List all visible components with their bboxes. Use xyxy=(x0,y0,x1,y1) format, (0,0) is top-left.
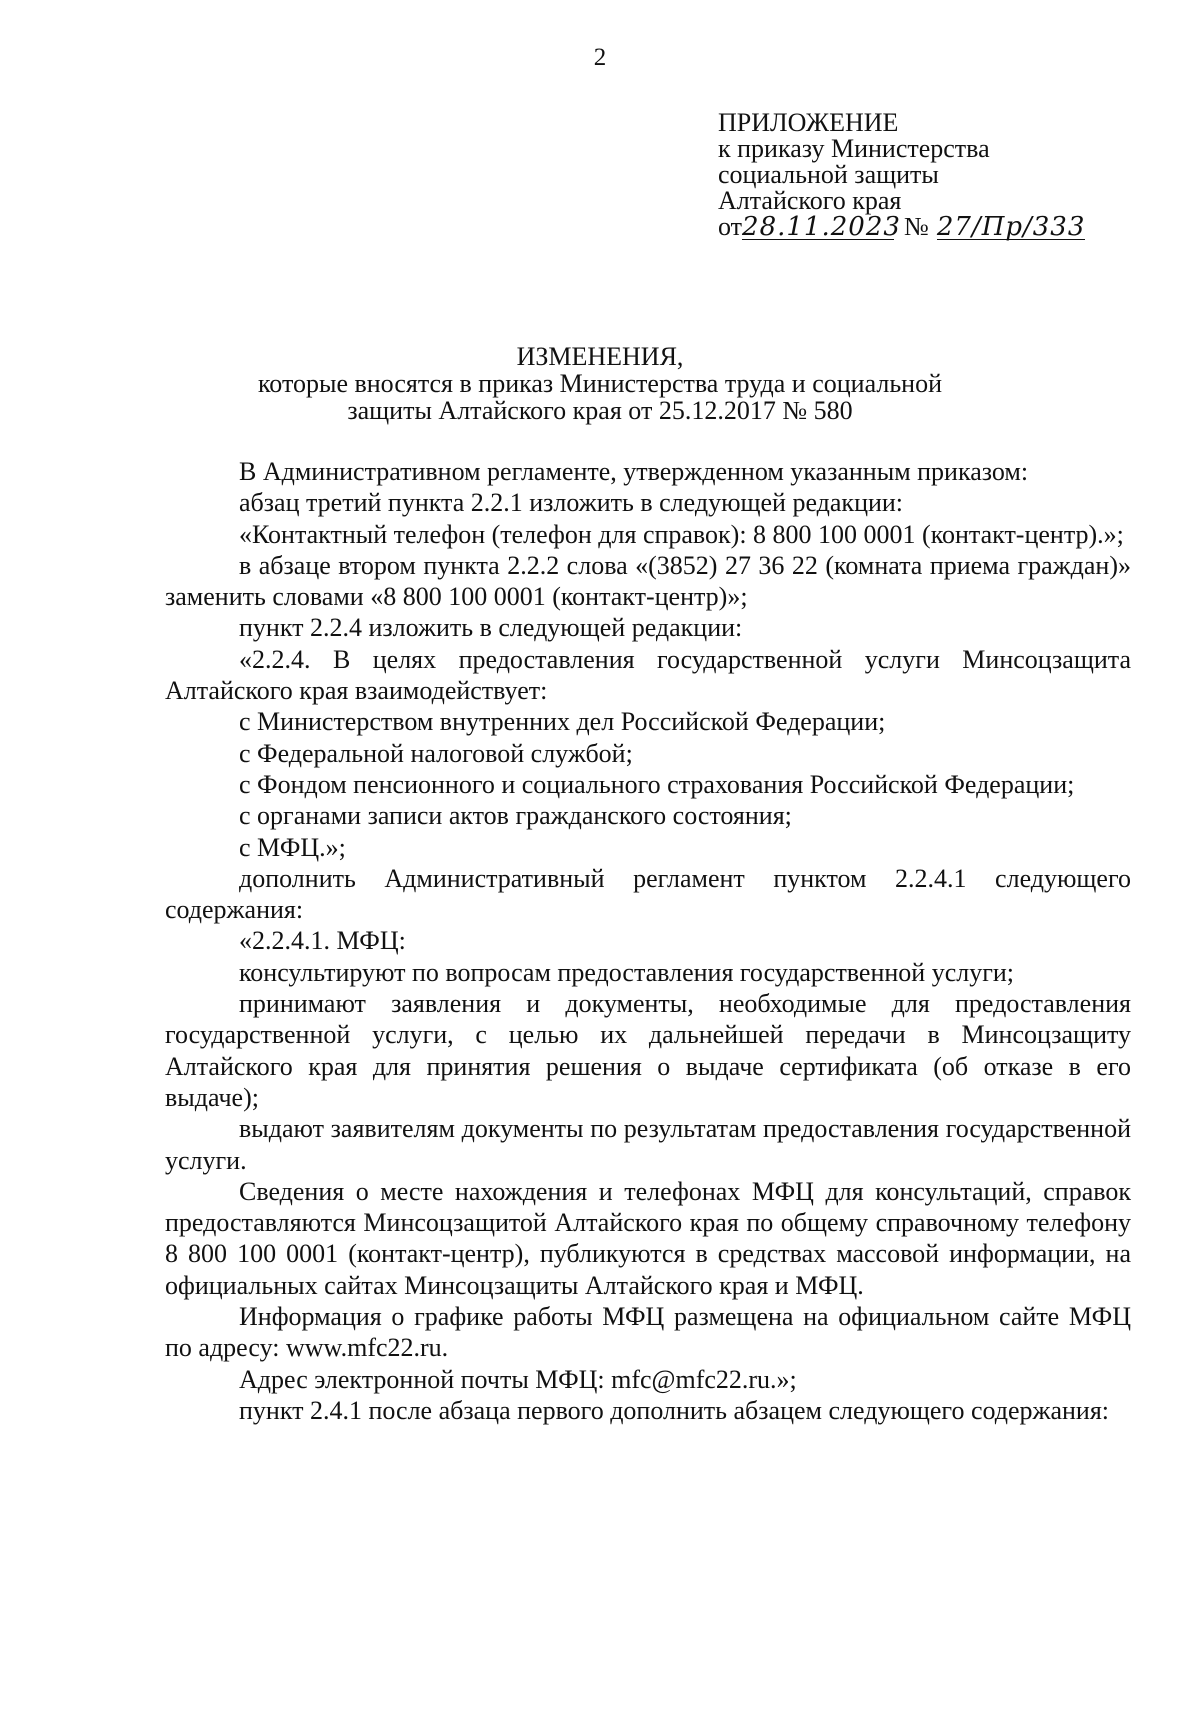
paragraph: абзац третий пункта 2.2.1 изложить в следующей редакции: xyxy=(239,488,904,518)
appendix-block xyxy=(718,110,1085,240)
paragraph: в абзаце втором пункта 2.2.2 слова «(3852) 27 36 22 (комната приема граждан)» заменить словами «8 800 100 0001 (контакт-центр)»; xyxy=(165,550,1131,612)
paragraph: консультируют по вопросам предоставления государственной услуги; xyxy=(239,957,1015,987)
paragraph: Информация о графике работы МФЦ размещена на официальном сайте МФЦ по адресу: www.mfc22.ru. xyxy=(165,1302,1131,1363)
paragraph: В Административном регламенте, утвержденном указанным приказом: xyxy=(239,457,1029,486)
handwritten-order-number: 27/Пр/333 xyxy=(936,212,1086,242)
appendix-heading: ПРИЛОЖЕНИЕ xyxy=(718,108,899,137)
appendix-line: к приказу Министерства xyxy=(718,134,990,163)
paragraph: «2.2.4.1. МФЦ: xyxy=(239,926,406,956)
paragraph: с органами записи актов гражданского состояния; xyxy=(239,801,792,831)
paragraph: с Министерством внутренних дел Российской Федерации; xyxy=(239,707,886,737)
appendix-line: Алтайского края xyxy=(718,186,902,215)
paragraph: выдают заявителям документы по результатам предоставления государственной услуги. xyxy=(165,1114,1131,1175)
paragraph: с Фондом пенсионного и социального страхования Российской Федерации; xyxy=(239,769,1075,799)
paragraph: с Федеральной налоговой службой; xyxy=(239,738,633,768)
document-body xyxy=(165,456,1131,1426)
document-title xyxy=(0,343,1200,424)
title-line: защиты Алтайского края от 25.12.2017 № 580 xyxy=(347,396,853,425)
title-line: которые вносятся в приказ Министерства труда и социальной xyxy=(257,369,943,398)
paragraph: Адрес электронной почты МФЦ: mfc@mfc22.ru.»; xyxy=(239,1364,797,1394)
title-heading: ИЗМЕНЕНИЯ, xyxy=(516,342,684,371)
date-prefix: от xyxy=(718,212,743,241)
paragraph: «2.2.4. В целях предоставления государственной услуги Минсоцзащита Алтайского края взаимодействует: xyxy=(165,644,1131,706)
paragraph: с МФЦ.»; xyxy=(239,832,346,862)
appendix-line: социальной защиты xyxy=(718,160,939,189)
order-date-number-line xyxy=(718,214,1085,240)
handwritten-date: 28.11.2023 xyxy=(742,212,901,242)
paragraph: пункт 2.4.1 после абзаца первого дополнить абзацем следующего содержания: xyxy=(239,1395,1110,1425)
number-prefix: № xyxy=(904,212,929,241)
paragraph: пункт 2.2.4 изложить в следующей редакции: xyxy=(239,613,743,643)
paragraph: Сведения о месте нахождения и телефонах МФЦ для консультаций, справок предоставляются Минсоцзащитой Алтайского края по общему справочному телефону 8 800 100 0001 (контакт-центр), публикуются в средствах массовой информации, на официальных сайтах Минсоцзащиты Алтайского края и МФЦ. xyxy=(165,1176,1131,1300)
paragraph: дополнить Административный регламент пунктом 2.2.4.1 следующего содержания: xyxy=(165,863,1131,925)
page-number: 2 xyxy=(593,44,607,71)
paragraph: принимают заявления и документы, необходимые для предоставления государственной услуги, с целью их дальнейшей передачи в Минсоцзащиту Алтайского края для принятия решения о выдаче сертификата (об отказе в его выдаче); xyxy=(165,989,1131,1112)
paragraph: «Контактный телефон (телефон для справок): 8 800 100 0001 (контакт-центр).»; xyxy=(239,519,1124,549)
